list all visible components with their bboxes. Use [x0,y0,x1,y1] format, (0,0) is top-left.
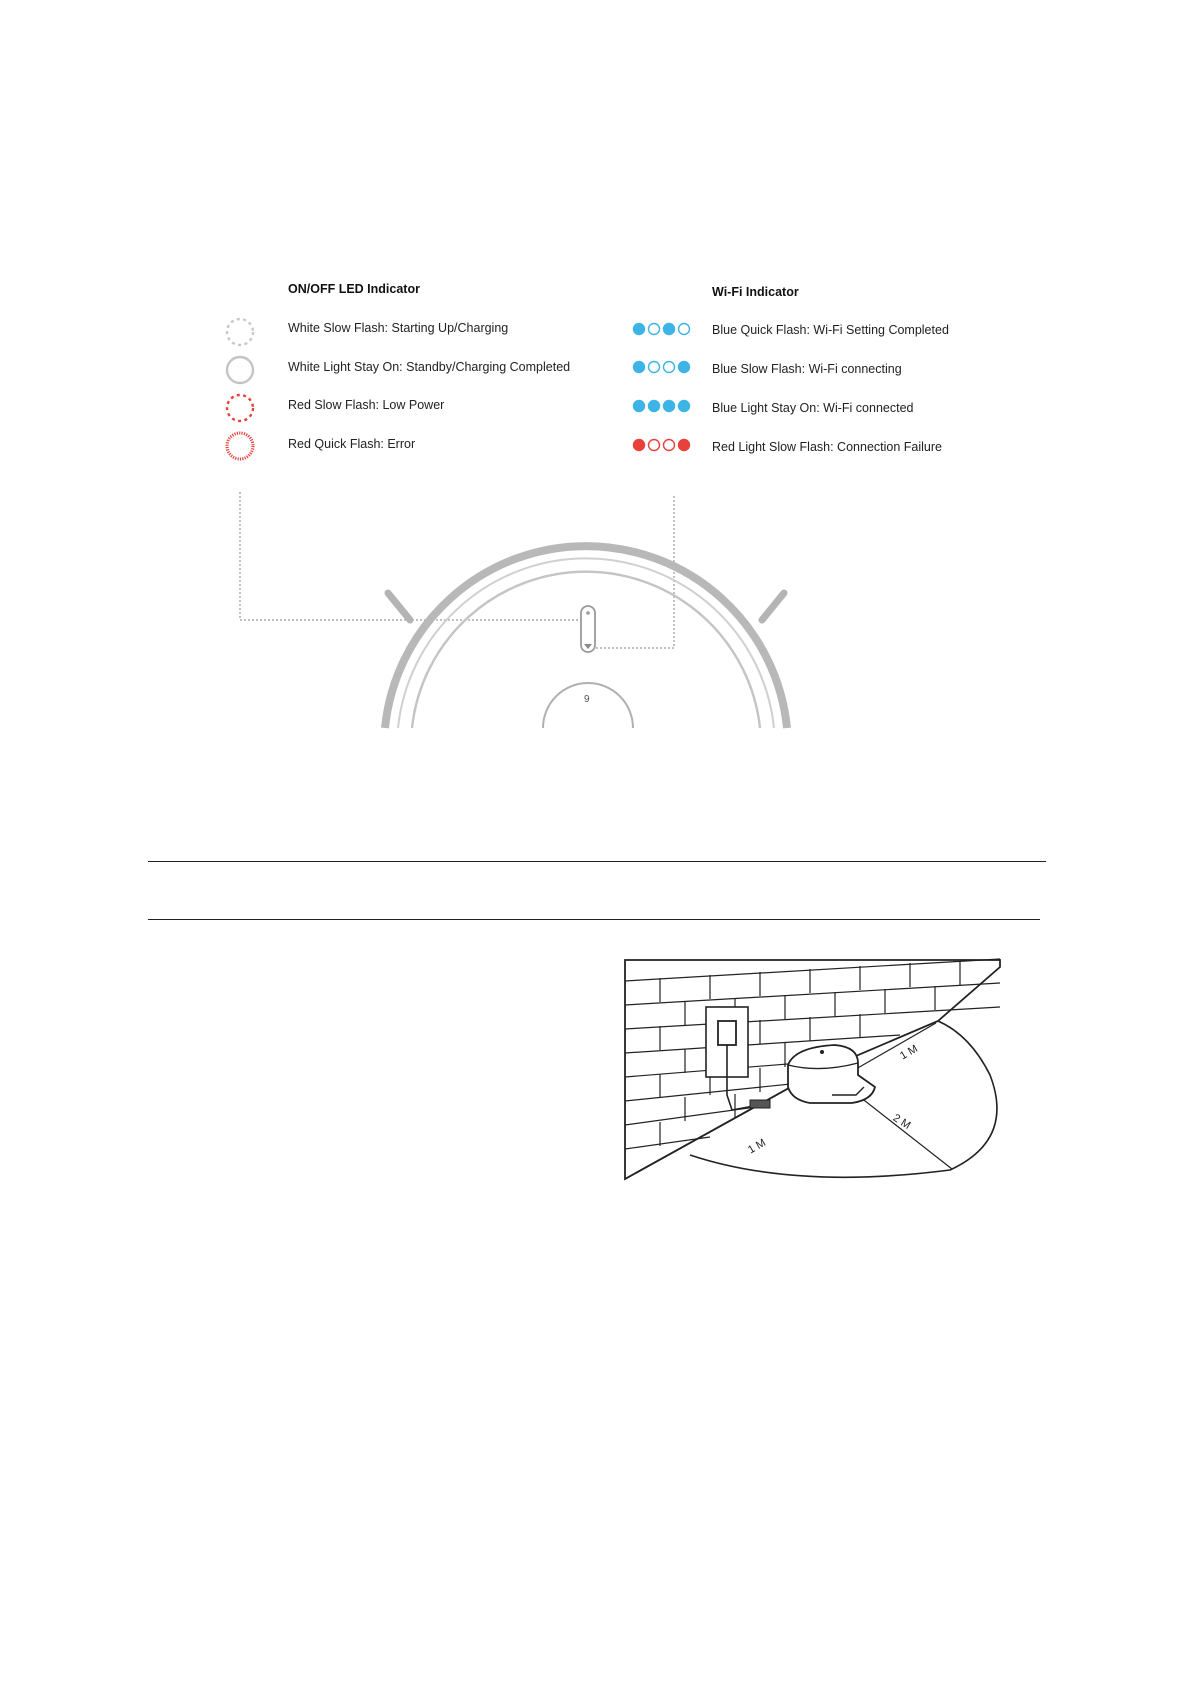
onoff-item-standby: White Light Stay On: Standby/Charging Completed [288,360,571,374]
section-rule-top [148,861,1046,862]
onoff-heading: ON/OFF LED Indicator [288,282,420,296]
wifi-heading: Wi-Fi Indicator [712,285,799,299]
wifi-item-connected: Blue Light Stay On: Wi-Fi connected [712,401,914,415]
onoff-item-low-power: Red Slow Flash: Low Power [288,398,445,412]
onoff-item-error: Red Quick Flash: Error [288,437,416,451]
right-brush [762,593,784,620]
wifi-item-setting-completed: Blue Quick Flash: Wi-Fi Setting Completed [712,323,949,337]
power-led-dot [586,611,590,615]
blue-dots-stay-on-icon [632,399,692,413]
wifi-item-connecting: Blue Slow Flash: Wi-Fi connecting [712,362,902,376]
robot-top-view-diagram [200,470,920,732]
dock-label-front-2m: 2 M [890,1112,913,1132]
dock-label-left-1m: 1 M [746,1136,768,1157]
white-solid-ring-icon [224,354,256,386]
wifi-item-connection-failure: Red Light Slow Flash: Connection Failure [712,440,942,454]
red-dashed-ring-icon [224,392,256,424]
front-distance-line [860,1097,952,1169]
power-adapter-icon [718,1021,736,1045]
red-fine-dashed-ring-icon [224,430,256,462]
section-rule-bottom [148,919,1040,920]
robot-dial-label: 9 [584,694,590,705]
dock-placement-diagram [620,955,1010,1195]
left-brush [388,593,410,620]
white-dashed-ring-icon [224,316,256,348]
lidar-dome [543,683,633,728]
red-dots-connection-failure-icon [632,438,692,452]
dock-label-right-1m: 1 M [898,1042,920,1063]
blue-dots-quick-flash-icon [632,322,692,336]
blue-dots-slow-flash-icon [632,360,692,374]
cable-coil [750,1100,770,1108]
onoff-item-starting-up: White Slow Flash: Starting Up/Charging [288,321,509,335]
